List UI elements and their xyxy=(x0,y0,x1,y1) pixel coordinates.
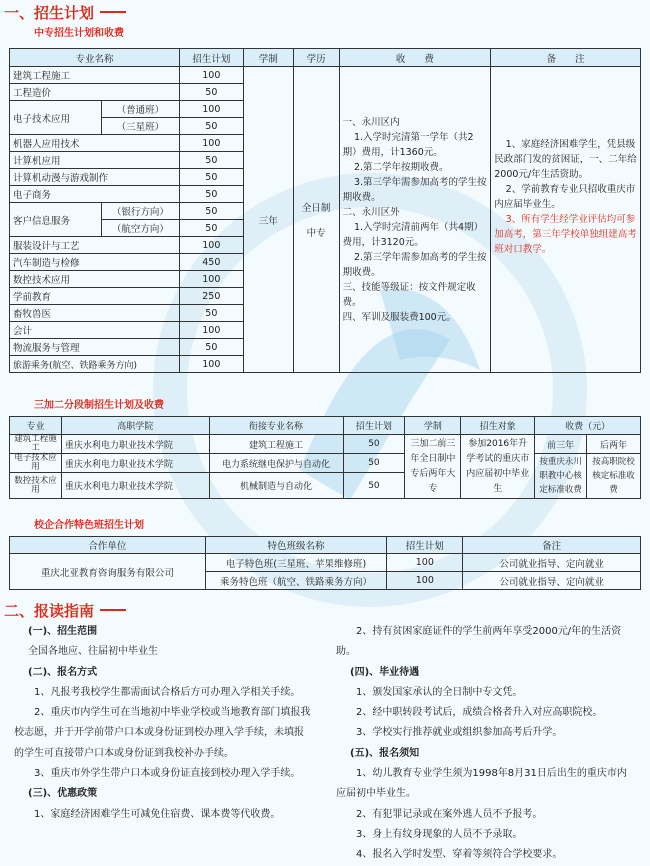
guide-text: 3、重庆市外学生带户口本或身份证直接到校办理入学手续。 xyxy=(34,768,301,780)
guide-heading: (一)、招生范围 xyxy=(28,626,98,637)
major-name: 机器人应用技术 xyxy=(10,135,180,152)
plan-count: 250 xyxy=(179,288,243,305)
t2-linked-major: 机械制造与自动化 xyxy=(209,473,343,499)
t2-header-target: 招生对象 xyxy=(461,417,535,435)
header-duration: 学制 xyxy=(243,49,293,67)
partnership-table xyxy=(9,536,641,590)
t2-major: 数控技术应用 xyxy=(10,473,62,499)
plan-count: 100 xyxy=(179,67,243,84)
header-major: 专业名称 xyxy=(10,49,180,67)
t3-unit: 重庆北亚教育咨询服务有限公司 xyxy=(10,554,206,590)
major-name: 旅游乘务(航空、铁路乘务方向) xyxy=(10,356,180,373)
t2-fee1-text: 按重庆永川职教中心核定标准收费 xyxy=(535,454,587,499)
plan-count: 450 xyxy=(179,254,243,271)
guide-text: 3、身上有纹身现象的人员不予录取。 xyxy=(356,828,523,840)
t2-major: 电子技术应用 xyxy=(10,454,62,473)
t3-header-plan: 招生计划 xyxy=(387,537,463,554)
t2-header-plan: 招生计划 xyxy=(343,417,405,435)
header-degree: 学历 xyxy=(293,49,339,67)
header-fees: 收 费 xyxy=(339,49,491,67)
plan-count: 100 xyxy=(179,135,243,152)
major-name: 学前教育 xyxy=(10,288,180,305)
guide-text: 2、经中职转段考试后，成绩合格者升入对应高职院校。 xyxy=(356,707,603,719)
t2-duration: 三加二前三年全日制中专后两年大专 xyxy=(405,435,461,499)
guide-text: 1、家庭经济困难学生可减免住宿费、课本费等代收费。 xyxy=(34,808,281,820)
section-title-guide: 二、报读指南 xyxy=(4,600,126,620)
t2-college: 重庆水利电力职业技术学院 xyxy=(61,473,209,499)
major-name: 计算机应用 xyxy=(10,152,180,169)
guide-text: 1、颁发国家承认的全日制中专文凭。 xyxy=(356,686,523,698)
major-name: 数控技术应用 xyxy=(10,271,180,288)
t2-linked-major: 电力系统继电保护与自动化 xyxy=(209,454,343,473)
major-name: 建筑工程施工 xyxy=(10,67,180,84)
t2-fee-first: 前三年 xyxy=(535,435,587,454)
major-name: 计算机动漫与游戏制作 xyxy=(10,169,180,186)
t2-linked-major: 建筑工程施工 xyxy=(209,435,343,454)
major-name: 电子技术应用 xyxy=(10,101,102,135)
t2-fee2-text: 按高职院校核定标准收费 xyxy=(587,454,641,499)
major-track: （航空方向） xyxy=(101,220,179,237)
plan-count: 100 xyxy=(179,101,243,118)
t2-plan: 50 xyxy=(343,454,405,473)
table1-subtitle: 中专招生计划和收费 xyxy=(34,28,124,39)
guide-text: 全国各地应、往届初中毕业生 xyxy=(28,646,158,658)
t2-plan: 50 xyxy=(343,435,405,454)
plan-count: 50 xyxy=(179,118,243,135)
guide-right-column xyxy=(336,622,636,866)
table3-subtitle: 校企合作特色班招生计划 xyxy=(34,520,144,531)
t2-header-fee: 收费（元） xyxy=(535,417,641,435)
major-name: 工程造价 xyxy=(10,84,180,101)
guide-left-column xyxy=(14,622,312,825)
guide-heading: (三)、优惠政策 xyxy=(28,788,98,800)
t3-header-notes: 备注 xyxy=(463,537,641,554)
t3-class: 乘务特色班（航空、铁路乘务方向） xyxy=(205,572,387,590)
plan-count: 50 xyxy=(179,339,243,356)
t2-plan: 50 xyxy=(343,473,405,499)
guide-text: 2、持有贫困家庭证件的学生前两年享受2000元/年的生活资助。 xyxy=(336,626,622,658)
t3-plan: 100 xyxy=(387,554,463,572)
major-name: 会计 xyxy=(10,322,180,339)
t3-note: 公司就业指导、定向就业 xyxy=(463,572,641,590)
t3-plan: 100 xyxy=(387,572,463,590)
plan-count: 50 xyxy=(179,186,243,203)
guide-text: 2、重庆市内学生可在当地初中毕业学校或当地教育部门填报我校志愿，并于开学前带户口本或身份证到校办理入学手续，未填报的学生可直接带户口本或身份证到我校补办手续。 xyxy=(14,707,311,759)
major-track: （三星班） xyxy=(101,118,179,135)
t2-college: 重庆水利电力职业技术学院 xyxy=(61,435,209,454)
notes-cell: 1、家庭经济困难学生，凭县级民政部门发的贫困证，一、二年给2000元/年生活资助。 2、学前教育专业只招收重庆市内应届毕业生。 3、所有学生经学业评估均可参加高考，第三年学校单独组建高考班对口教学。 xyxy=(491,67,641,373)
major-name: 汽车制造与检修 xyxy=(10,254,180,271)
plan-count: 50 xyxy=(179,305,243,322)
guide-heading: (五)、报名须知 xyxy=(350,747,420,759)
t2-header-duration: 学制 xyxy=(405,417,461,435)
plan-count: 50 xyxy=(179,169,243,186)
t2-header-college: 高职学院 xyxy=(61,417,209,435)
header-plan: 招生计划 xyxy=(179,49,243,67)
plan-count: 100 xyxy=(179,356,243,373)
guide-text: 2、有犯罪记录或在案外逃人员不予报考。 xyxy=(356,808,543,820)
guide-heading: (四)、毕业待遇 xyxy=(350,666,420,678)
t2-major: 建筑工程施工 xyxy=(10,435,62,454)
major-name: 服装设计与工艺 xyxy=(10,237,180,254)
major-name: 畜牧兽医 xyxy=(10,305,180,322)
plan-count: 100 xyxy=(179,237,243,254)
major-name: 物流服务与管理 xyxy=(10,339,180,356)
table2-subtitle: 三加二分段制招生计划及收费 xyxy=(34,400,164,411)
guide-heading: (二)、报名方式 xyxy=(28,666,98,678)
plan-count: 50 xyxy=(179,84,243,101)
guide-text: 1、凡报考我校学生都需面试合格后方可办理入学相关手续。 xyxy=(34,686,301,698)
duration-cell: 三年 xyxy=(243,67,293,373)
degree-cell: 全日制 中专 xyxy=(293,67,339,373)
t3-note: 公司就业指导、定向就业 xyxy=(463,554,641,572)
major-name: 客户信息服务 xyxy=(10,203,102,237)
plan-count: 50 xyxy=(179,203,243,220)
secondary-plan-table xyxy=(9,48,641,373)
major-track: （普通班） xyxy=(101,101,179,118)
guide-text: 4、报名入学时发型、穿着等须符合学校要求。 xyxy=(356,849,563,861)
t2-header-linked-major: 衔接专业名称 xyxy=(209,417,343,435)
fees-cell: 一、永川区内 1.入学时完清第一学年（共2期）费用，计1360元。 2.第二学年按期收费。 3.第三学年需参加高考的学生按期收费。 二、永川区外 1.入学时完清前两年（共4期）费用，计3120元。 2.第三学年需参加高考的学生按期收费。 三、技能等级证：按文件规定收费。 四、军训及服装费100元。 xyxy=(339,67,491,373)
three-plus-two-table xyxy=(9,416,641,499)
plan-count: 100 xyxy=(179,271,243,288)
t2-header-major: 专业 xyxy=(10,417,62,435)
t3-header-class: 特色班级名称 xyxy=(205,537,387,554)
header-notes: 备 注 xyxy=(491,49,641,67)
guide-text: 3、学校实行推荐就业或组织参加高考后升学。 xyxy=(356,727,563,739)
plan-count: 50 xyxy=(179,220,243,237)
t2-target: 参加2016年升学考试的重庆市内应届初中毕业生 xyxy=(461,435,535,499)
t2-fee-second: 后两年 xyxy=(587,435,641,454)
plan-count: 100 xyxy=(179,322,243,339)
t2-college: 重庆水利电力职业技术学院 xyxy=(61,454,209,473)
major-track: （银行方向） xyxy=(101,203,179,220)
major-name: 电子商务 xyxy=(10,186,180,203)
guide-text: 1、幼儿教育专业学生须为1998年8月31日后出生的重庆市内应届初中毕业生。 xyxy=(336,768,627,800)
t3-class: 电子特色班(三星班、苹果维修班) xyxy=(205,554,387,572)
section-title-plan: 一、招生计划 xyxy=(4,2,126,22)
plan-count: 50 xyxy=(179,152,243,169)
t3-header-unit: 合作单位 xyxy=(10,537,206,554)
